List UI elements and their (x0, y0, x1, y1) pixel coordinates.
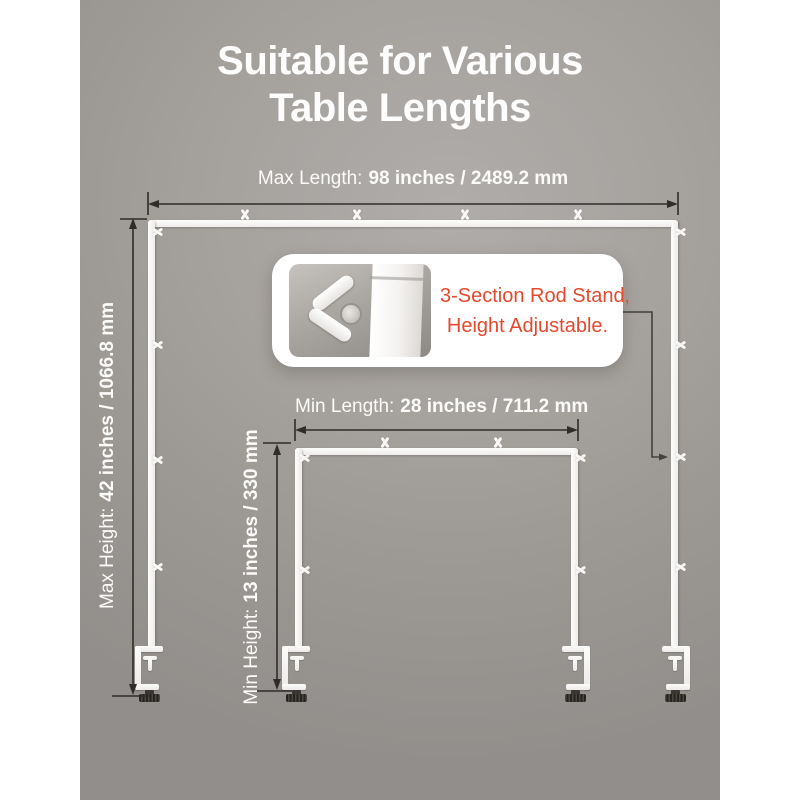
wing-nut-icon (457, 206, 473, 222)
wing-nut-washer (340, 303, 362, 325)
page-title (80, 38, 720, 132)
wing-nut-icon (673, 224, 689, 240)
callout-line2: Height Adjustable. (446, 314, 609, 337)
wing-nut-icon (237, 206, 253, 222)
min-height-label (241, 427, 263, 707)
page-title-line1: Suitable for Various (217, 39, 583, 83)
wing-nut-icon (297, 562, 313, 578)
min-frame-left-rod (295, 448, 302, 650)
min-frame-right-rod (571, 448, 578, 650)
max-frame-right-rod (671, 220, 678, 650)
max-height-value: 42 inches / 1066.8 mm (97, 302, 118, 502)
wing-nut-icon (150, 224, 166, 240)
min-length-value: 28 inches / 711.2 mm (400, 396, 589, 417)
max-frame-left-rod (148, 220, 155, 650)
wing-nut-icon (673, 449, 689, 465)
callout-text (440, 281, 631, 341)
wing-nut-icon (673, 559, 689, 575)
wing-nut-icon (490, 434, 506, 450)
desk-clamp (282, 646, 312, 704)
min-length-label (295, 396, 589, 418)
wing-nut-icon (150, 559, 166, 575)
wing-nut-icon (150, 452, 166, 468)
max-length-value: 98 inches / 2489.2 mm (368, 168, 569, 189)
feature-callout-card (272, 254, 631, 367)
max-length-prefix: Max Length: (257, 168, 363, 189)
max-height-label (97, 302, 119, 609)
callout-line1: 3-Section Rod Stand, (440, 284, 631, 307)
min-frame-top-rod (295, 448, 578, 455)
wing-nut-icon (573, 450, 589, 466)
wing-nut-icon (349, 206, 365, 222)
min-height-value: 13 inches / 330 mm (241, 429, 262, 603)
max-length-label (148, 168, 678, 190)
desk-clamp (135, 646, 165, 704)
wing-nut-icon (573, 562, 589, 578)
desk-clamp (660, 646, 690, 704)
wing-nut-icon (150, 337, 166, 353)
wing-nut-closeup-photo (289, 264, 431, 357)
page-title-line2: Table Lengths (269, 86, 531, 130)
min-length-prefix: Min Length: (295, 396, 395, 417)
max-height-prefix: Max Height: (97, 507, 118, 609)
wing-nut-icon (297, 450, 313, 466)
desk-clamp (560, 646, 590, 704)
wing-nut-icon (570, 206, 586, 222)
wing-nut-icon (377, 434, 393, 450)
wing-nut-icon (673, 337, 689, 353)
min-height-prefix: Min Height: (241, 608, 262, 705)
max-frame-top-rod (148, 220, 678, 227)
